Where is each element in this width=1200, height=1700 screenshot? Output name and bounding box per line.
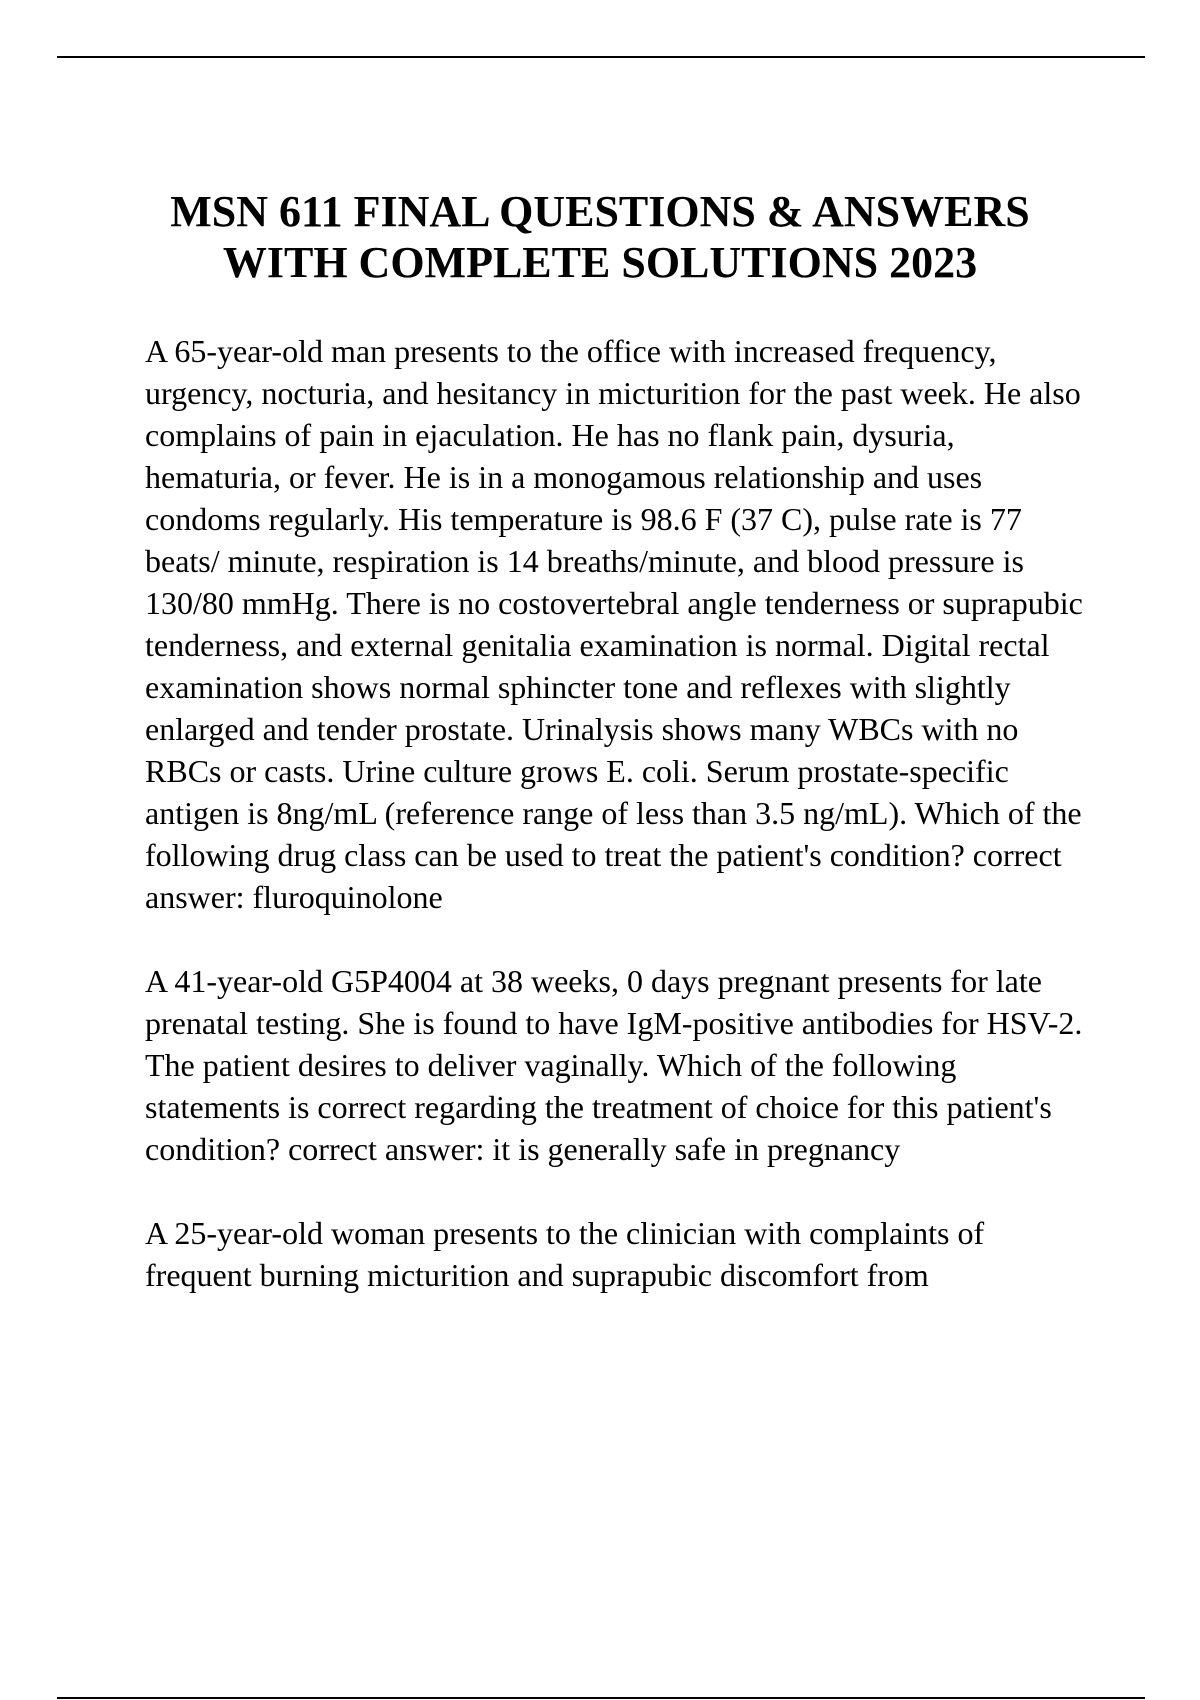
question-2: A 41-year-old G5P4004 at 38 weeks, 0 days pregnant presents for late prenatal testing. She is found to have IgM-positive antibodies for HSV-2. The patient desires to deliver vaginally. Which of the following statements is correct regarding the treatment of choice for this patient's condition? correct answer: it is generally safe in pregnancy bbox=[145, 963, 1083, 1167]
question-3: A 25-year-old woman presents to the clinician with complaints of frequent burning micturition and suprapubic discomfort from bbox=[145, 1215, 985, 1293]
document-body bbox=[145, 330, 1095, 1338]
document-title bbox=[60, 186, 1140, 288]
top-rule bbox=[57, 56, 1145, 58]
bottom-rule bbox=[57, 1697, 1145, 1699]
title-line-2: WITH COMPLETE SOLUTIONS 2023 bbox=[222, 238, 978, 287]
title-line-1: MSN 611 FINAL QUESTIONS & ANSWERS bbox=[170, 187, 1030, 236]
question-1: A 65-year-old man presents to the office with increased frequency, urgency, nocturia, and hesitancy in micturition for the past week. He also complains of pain in ejaculation. He has no flank pain, dysuria, hematuria, or fever. He is in a monogamous relationship and uses condoms regularly. His temperature is 98.6 F (37 C), pulse rate is 77 beats/ minute, respiration is 14 breaths/minute, and blood pressure is 130/80 mmHg. There is no costovertebral angle tenderness or suprapubic tenderness, and external genitalia examination is normal. Digital rectal examination shows normal sphincter tone and reflexes with slightly enlarged and tender prostate. Urinalysis shows many WBCs with no RBCs or casts. Urine culture grows E. coli. Serum prostate-specific antigen is 8ng/mL (reference range of less than 3.5 ng/mL). Which of the following drug class can be used to treat the patient's condition? correct answer: fluroquinolone bbox=[145, 333, 1083, 915]
